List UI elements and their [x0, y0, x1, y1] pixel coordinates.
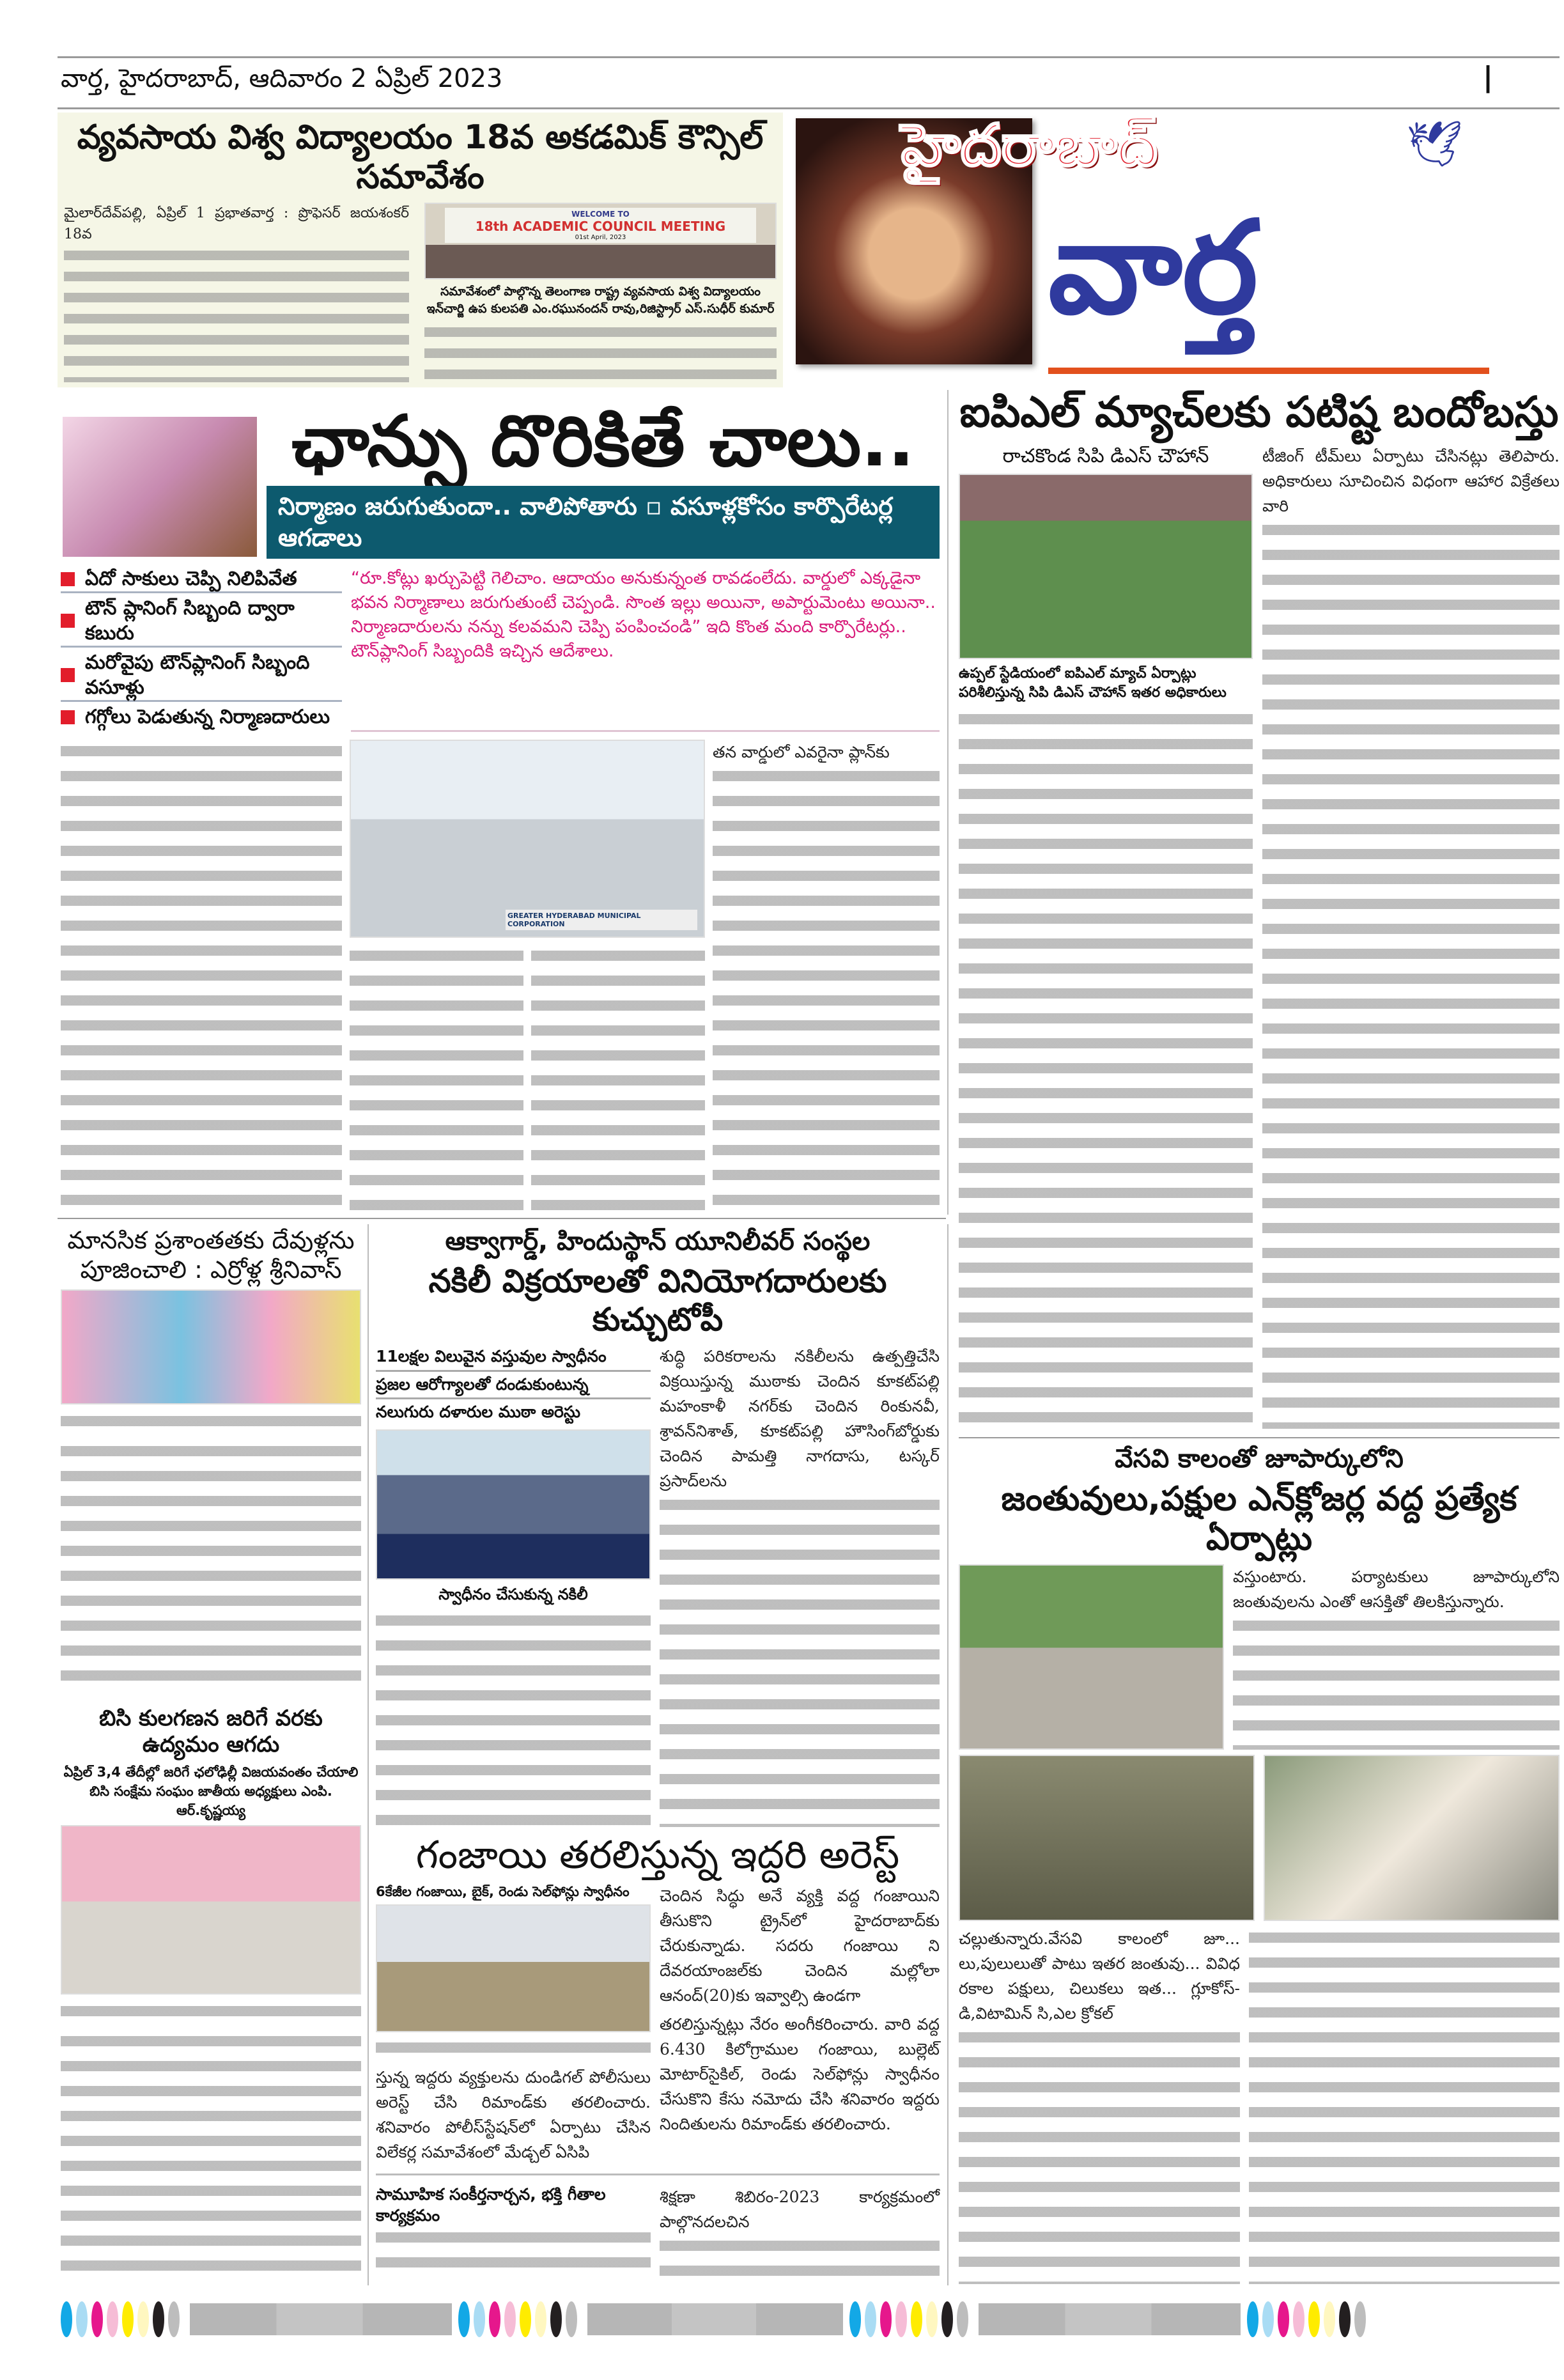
header-rule [58, 107, 1560, 109]
agri-headline: వ్యవసాయ విశ్వ విద్యాలయం 18వ అకడమిక్ కౌన్సిల్ సమావేశం [77, 118, 764, 197]
agri-caption: సమావేశంలో పాల్గొన్న తెలంగాణ రాష్ట్ర వ్యవసాయ విశ్వ విద్యాలయం ఇన్‌చార్జి ఉప కులపతి ఎం.రఘునందన్ రావు,రిజిస్ట్రార్ ఎస్.సుధీర్ కుమార్ [426, 284, 775, 316]
color-dot-grey [957, 2301, 968, 2337]
fake-caption: స్వాధీనం చేసుకున్న నకిలీ [438, 1585, 588, 1603]
color-dot-light-magenta [1293, 2301, 1305, 2337]
color-dot-black [941, 2301, 953, 2337]
color-dot-light-magenta [504, 2301, 516, 2337]
bullet-square-icon [61, 668, 75, 682]
bc-caption [61, 2000, 361, 2025]
page-marker: | [1483, 61, 1494, 93]
mental-caption [61, 1410, 361, 1435]
color-dot-black [153, 2301, 164, 2337]
ipl-headline: ఐపిఎల్ మ్యాచ్‌లకు పటిష్ట బందోబస్తు [959, 387, 1559, 437]
chance-quote: “రూ.కోట్లు ఖర్చుపెట్టి గెలిచాం. ఆదాయం అనుకున్నంత రావడంలేదు. వార్డులో ఎక్కడైనా భవన నిర్మాణాలు జరుగుతుంటే చెప్పండి. సొంత ఇల్లు అయినా, అపార్టుమెంటు అయినా.. నిర్మాణదారులను నన్ను కలవమని చెప్పి పంపించండి” ఇది కొంత మంది కార్పొరేటర్లు.. టౌన్‌ప్లానింగ్ సిబ్బందికి ఇచ్చిన ఆదేశాలు. [351, 566, 940, 732]
agri-photo [424, 203, 777, 279]
color-dot-magenta [1278, 2301, 1289, 2337]
dove-icon: 🕊 [1406, 118, 1463, 170]
zoo-body-lead: వస్తుంటారు. పర్యాటకులు జూపార్కులోని జంతువులను ఎంతో ఆసక్తితో తిలకిస్తున్నారు. [1233, 1567, 1560, 1611]
mental-body [61, 1440, 361, 1694]
currency-photo [61, 415, 259, 559]
section-rule [58, 1218, 946, 1219]
chance-article [61, 398, 940, 1213]
ganja-caption [376, 2036, 651, 2061]
ganja-body-lead: చెందిన సిద్ధు అనే వ్యక్తి వద్ద గంజాయిని తీసుకొని ట్రైన్‌లో హైదరాబాద్‌కు చేరుకున్నాడు. సదరు గంజాయి ని దేవరయాంజల్‌కు చెందిన మల్లోలా ఆనంద్(20)కు ఇవ్వాల్సి ఉండగా [660, 1886, 940, 2005]
dateline: వార్త, హైదరాబాద్, ఆదివారం 2 ఏప్రిల్ 2023 [61, 64, 503, 93]
top-rule [58, 56, 1560, 58]
ganja-headline: గంజాయి తరలిస్తున్న ఇద్దరి అరెస్ట్ [415, 1832, 900, 1878]
bullet-item [61, 566, 342, 593]
mental-photo [61, 1289, 361, 1404]
chance-col-3 [531, 944, 705, 1213]
fake-headline-1: ఆక్వాగార్డ్, హిందుస్థాన్ యూనిలీవర్ సంస్థల [445, 1227, 871, 1256]
color-dot-yellow [1308, 2301, 1320, 2337]
zoo-col-4 [1249, 1926, 1560, 2284]
color-dot-grey [566, 2301, 577, 2337]
chance-col-1 [61, 740, 342, 1213]
bullet-square-icon [61, 572, 75, 586]
bc-sub1: ఏప్రిల్ 3,4 తేదీల్లో జరిగే ఛలోఢిల్లీ విజయవంతం చేయాలి [63, 1764, 359, 1780]
color-dot-black [550, 2301, 562, 2337]
bullet-square-icon [61, 710, 75, 724]
ipl-photo [959, 474, 1253, 659]
zoo-headline-1: వేసవి కాలంతో జూపార్కులోని [1115, 1444, 1404, 1474]
chance-bullets [61, 566, 342, 732]
color-dot-magenta [880, 2301, 892, 2337]
chance-body-start: తన వార్డులో ఎవరైనా ప్లాన్‌కు [713, 743, 890, 762]
bullet-item [61, 596, 342, 648]
banner-date: 01st April, 2023 [575, 233, 626, 241]
elephant-photo [959, 1564, 1224, 1750]
grey-strip [190, 2303, 452, 2335]
ipl-col-2 [1262, 518, 1560, 1429]
color-dot-light-cyan [865, 2301, 876, 2337]
ganja-body-3: తరలిస్తున్నట్లు నేరం అంగీకరించారు. వారి వద్ద 6.430 కిలోగ్రాముల గంజాయి, బుల్లెట్ మోటార్‌సైకిల్, రెండు సెల్‌ఫోన్లు స్వాధీనం చేసుకొని కేసు నమోదు చేసి శనివారం ఇద్దరు నిందితులను రిమాండ్‌కు తరలించారు. [660, 2014, 940, 2133]
chance-col-2 [350, 944, 523, 1213]
fake-products-photo [376, 1429, 651, 1580]
ipl-body-lead: టీజింగ్ టీమ్‌లు ఏర్పాటు చేసినట్లు తెలిపారు. అధికారులు సూచించిన విధంగా ఆహార విక్రేతలు వారి [1262, 447, 1560, 516]
fake-body-left [376, 1609, 651, 1827]
color-dot-cyan [458, 2301, 470, 2337]
color-dot-light-magenta [107, 2301, 118, 2337]
bhakti-body-lead: శిక్షణా శిబిరం-2023 కార్యక్రమంలో పాల్గొనదలచిన [660, 2188, 940, 2231]
bhakti-body-1 [376, 2226, 651, 2276]
grey-strip [587, 2303, 843, 2335]
column-divider [368, 1224, 369, 2285]
bc-headline: బిసి కులగణన జరిగే వరకు ఉద్యమం ఆగదు [99, 1705, 323, 1757]
color-dot-magenta [489, 2301, 500, 2337]
bullet-text: టౌన్ ప్లానింగ్ సిబ్బంది ద్వారా కబురు [85, 597, 295, 645]
fake-sub: నలుగురు దళారుల ముఠా అరెస్టు [376, 1403, 581, 1421]
ganja-body-2: స్తున్న ఇద్దరు వ్యక్తులను దుండిగల్ పోలీసులు అరెస్ట్ చేసి రిమాండ్‌కు తరలించారు. శనివారం పోలీస్‌స్టేషన్‌లో ఏర్పాటు చేసిన విలేకర్ల సమావేశంలో మేడ్చల్ ఏసిపి [376, 2068, 651, 2161]
zoo-col-1 [1233, 1614, 1560, 1750]
ipl-article [959, 387, 1560, 1429]
masthead-city: హైదరాబాద్ [901, 112, 1158, 179]
bullet-item [61, 704, 342, 729]
color-dot-cyan [1247, 2301, 1258, 2337]
color-dot-yellow [520, 2301, 531, 2337]
color-dot-light-yellow [1324, 2301, 1335, 2337]
color-dot-magenta [91, 2301, 103, 2337]
ipl-caption: ఉప్పల్ స్టేడియంలో ఐపిఎల్ మ్యాచ్ ఏర్పాట్లు పరిశీలిస్తున్న సిపి డిఎస్ చౌహాన్ ఇతర అధికారులు [959, 665, 1227, 701]
print-color-bar [61, 2301, 1563, 2337]
masthead-underline [1048, 368, 1489, 374]
middle-column [376, 1226, 940, 2284]
zoo-body-2-lead: చల్లుతున్నారు.వేసవి కాలంలో జూ... లు,పులులుతో పాటు ఇతర జంతువు... వివిధ రకాల పక్షులు, చిలుకలు ఇత... గ్లూకోస్-డి,విటామిన్ సి,ఎల క్రోకల్ [959, 1929, 1240, 2023]
color-dot-light-yellow [535, 2301, 546, 2337]
chance-col-3-top [713, 740, 940, 1213]
chance-subtitle-bar: నిర్మాణం జరుగుతుందా.. వాలిపోతారు ▫ వసూళ్లకోసం కార్పొరేటర్ల ఆగడాలు [267, 486, 940, 559]
bullet-text: గగ్గోలు పెడుతున్న నిర్మాణదారులు [85, 706, 330, 729]
left-column [61, 1226, 361, 2284]
banner-title: 18th ACADEMIC COUNCIL MEETING [475, 218, 726, 234]
masthead-name: వార్త [1048, 194, 1258, 343]
fake-headline-2: నకిలీ విక్రయాలతో వినియోగదారులకు కుచ్చుటోపీ [428, 1263, 887, 1338]
zoo-col-2 [959, 2026, 1240, 2284]
bhakti-body-2 [660, 2234, 940, 2284]
color-dot-yellow [122, 2301, 134, 2337]
color-dot-light-cyan [474, 2301, 485, 2337]
ipl-col-1 [959, 708, 1253, 1429]
column-divider [947, 390, 948, 1215]
color-dot-cyan [61, 2301, 72, 2337]
agri-body [64, 203, 409, 382]
fake-subheads [376, 1344, 651, 1426]
fake-sub: 11లక్షల విలువైన వస్తువుల స్వాధీనం [376, 1344, 651, 1372]
ghmc-sign: GREATER HYDERABAD MUNICIPAL CORPORATION [506, 910, 697, 930]
color-dot-light-cyan [1262, 2301, 1274, 2337]
grey-strip [979, 2303, 1241, 2335]
color-dot-light-magenta [895, 2301, 907, 2337]
fake-body-lead: శుద్ధి పరికరాలను నకిలీలను ఉత్పత్తిచేసి విక్రయిస్తున్న ముఠాకు చెందిన కూకట్‌పల్లి మహంకాళీ నగర్‌కు చెందిన రింకునవీ, శ్రావన్‌నిశాత్, కూకట్‌పల్లి హౌసింగ్‌బోర్డుకు చెందిన పామత్తి నాగదాసు, టస్కర్ ప్రసాద్‌లను [660, 1347, 940, 1490]
bc-sub [61, 1762, 361, 1820]
bc-photo [61, 1825, 361, 1995]
color-dot-light-yellow [926, 2301, 938, 2337]
bhakti-headline: సామూహిక సంకీర్తనార్చన, భక్తి గీతాల కార్యక్రమం [376, 2185, 606, 2225]
zoo-headline-2: జంతువులు,పక్షుల ఎన్‌క్లోజర్ల వద్ద ప్రత్యేక ఏర్పాట్లు [1001, 1480, 1517, 1559]
agri-article [58, 113, 783, 387]
bc-sub2: బిసి సంక్షేమ సంఘం జాతీయ అధ్యక్షులు ఎంపి. ఆర్.కృష్ణయ్య [89, 1784, 332, 1819]
bullet-item [61, 650, 342, 702]
color-dot-light-cyan [76, 2301, 88, 2337]
color-dot-cyan [849, 2301, 861, 2337]
ganja-sub: 6కేజీల గంజాయి, బైక్, రెండు సెల్‌ఫోన్లు స్వాధీనం [376, 1883, 630, 1899]
ganja-photo [376, 1904, 651, 2032]
ghmc-building-photo [350, 740, 705, 938]
agri-body-2 [424, 322, 777, 382]
column-divider [947, 1224, 948, 2285]
section-rule [376, 2174, 940, 2175]
color-dot-black [1339, 2301, 1351, 2337]
bullet-text: మరోవైపు టౌన్‌ప్లానింగ్ సిబ్బంది వసూళ్లు [85, 651, 310, 699]
white-tiger-photo [1264, 1755, 1560, 1921]
agri-lead: మైలార్‌దేవ్‌పల్లి, ఏప్రిల్ 1 ప్రభాతవార్త : ప్రొఫెసర్ జయశంకర్ 18వ [64, 205, 409, 242]
section-rule [959, 1437, 1560, 1438]
banner-welcome: WELCOME TO [571, 209, 630, 219]
zoo-article [959, 1437, 1560, 2284]
color-dot-grey [168, 2301, 180, 2337]
color-dot-yellow [911, 2301, 922, 2337]
hippo-photo [959, 1755, 1255, 1921]
fake-body-right [660, 1493, 940, 1827]
color-dot-light-yellow [137, 2301, 149, 2337]
ipl-byline: రాచకొండ సిపి డిఎస్ చౌహాన్ [1002, 445, 1209, 468]
mental-headline: మానసిక ప్రశాంతతకు దేవుళ్లను పూజించాలి : ఎర్రోళ్ల శ్రీనివాస్ [67, 1226, 355, 1284]
bullet-square-icon [61, 614, 75, 628]
fake-sub: ప్రజల ఆరోగ్యాలతో దండుకుంటున్న [376, 1372, 651, 1400]
color-dot-grey [1354, 2301, 1366, 2337]
bc-body [61, 2030, 361, 2284]
bullet-text: ఏదో సాకులు చెప్పి నిలిపివేత [85, 568, 297, 591]
chance-headline: ఛాన్సు దొరికితే చాలు.. [291, 400, 915, 482]
